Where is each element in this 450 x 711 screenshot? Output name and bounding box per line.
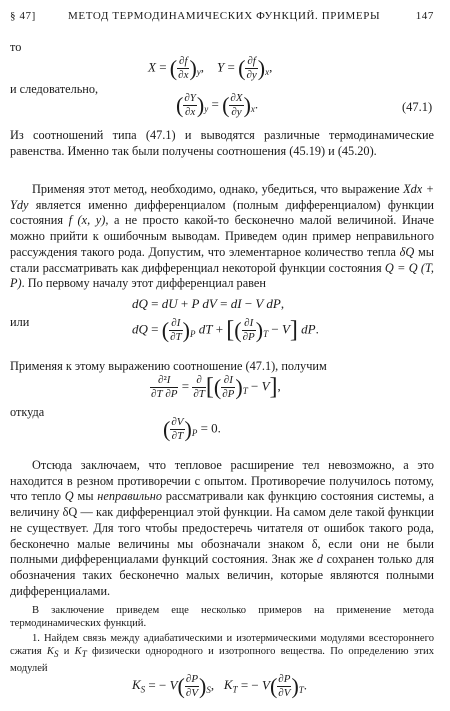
header-title: МЕТОД ТЕРМОДИНАМИЧЕСКИХ ФУНКЦИЙ. ПРИМЕРЫ [68,10,381,22]
word-to: то [10,40,22,54]
small-print-intro: В заключение приведем еще несколько примеров на применение метода термодинамических функций. [10,605,434,630]
equation-number: (47.1) [402,100,433,114]
word-or: или [10,315,30,329]
paragraph-3: Применяя к этому выражению соотношение (47.1), получим [10,359,327,373]
equation-dq-expanded: dQ = ( $\frac{\partial I}{\partial T}$ )$_P$ dT + [( $\frac{\partial I}{\partial P}$ )$_T - V$] dP. [132,317,319,343]
header-section: § 47] [10,10,36,22]
word-and-therefore: и следовательно, [10,82,99,96]
page-number: 147 [415,10,434,22]
equation-partials-xy: X = ( $\frac{\partial f}{\partial x}$ )$_y$, Y = ( $\frac{\partial f}{\partial y}$ )$_x$, [148,55,273,81]
equation-dv-dt-zero: ( $\frac{\partial V}{\partial T}$ )$_P = 0$. [163,416,221,442]
equation-mixed-derivative: $\frac{\text{∂²I}}{\partial T \partial P}$ = $\frac{\partial}{\partial T}$ [( $\frac{\partial I}{\partial P}$ )$_T - V$], [151,374,281,400]
small-print-example-1: 1. Найдем связь между адиабатическими и изотермическими модулями всестороннего сжатия $K_S$ и $K_T$ физически однородного и изотропного вещества. По определению этих модулей [10,633,434,674]
paragraph-4: Отсюда заключаем, что тепловое расширение тел невозможно, а это находится в резном противоречии с опытом. Противоречие получилось потому, что тепло Q мы неправильно рассматривали как функцию состояния системы, а величину δQ — как дифференциал этой функции. На самом деле такой функции не существует. Для того чтобы предостеречь читателя от ошибок такого рода, бесконечно малые величины мы обозначали знаком δ, если они не были полными дифференциалами функций состояния. Знак же d сохранен только для обозначения таких бесконечно малых величин, которые являются полными дифференциалами. [10,458,435,598]
equation-47-1: ( $\frac{\partial Y}{\partial x}$ )$_y$ = ( $\frac{\partial X}{\partial y}$ )$_x$. [176,92,259,118]
word-whence: откуда [10,405,45,419]
running-header [10,10,434,24]
paragraph-2: Применяя этот метод, необходимо, однако, убедиться, что выражение Xdx + Ydy является именно дифференциалом (полным дифференциалом) функции состояния f (x, y), а не просто какой-то бесконечно малой величиной. Иначе можно прийти к ошибочным выводам. Приведем один пример неправильного рассуждения такого рода. Допустим, что элементарное количество тепла δQ мы стали рассматривать как дифференциал некоторой функции состояния Q = Q (T, P). По первому началу этот дифференциал равен [10,182,435,291]
equation-dq-first-law: dQ = dU + P dV = dI − V dP, [132,296,285,311]
equation-compression-moduli: $K_S$ = − V( $\frac{\partial P}{\partial V}$ )$_S$, $K_T$ = − V( $\frac{\partial P}{\partial V}$ )$_T$. [132,673,308,699]
paragraph-1: Из соотношений типа (47.1) и выводятся различные термодинамические равенства. Именно так были получены соотношения (45.19) и (45.20). [10,128,434,158]
